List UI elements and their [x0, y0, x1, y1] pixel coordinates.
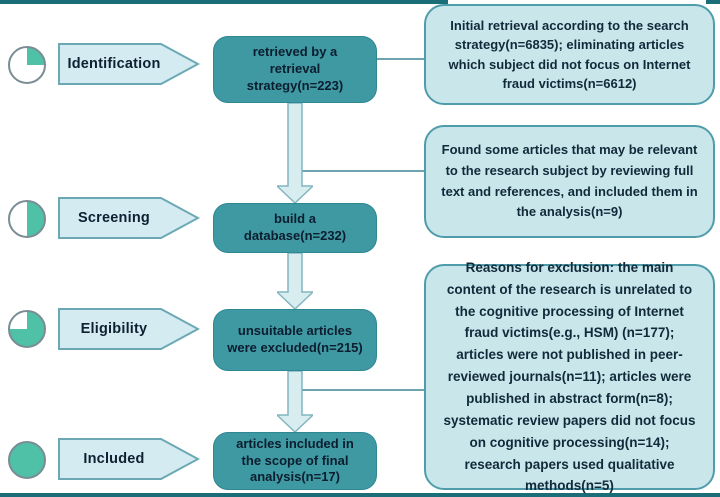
- note-box-screening: Found some articles that may be relevant to the research subject by reviewing full text and references, and included them in the analysis(n=9): [424, 125, 715, 238]
- note-box-identification: Initial retrieval according to the search strategy(n=6835); eliminating articles which subject did not focus on Internet fraud victims(n=6612): [424, 4, 715, 105]
- down-arrow-3: [277, 371, 313, 432]
- stage-label-included: [58, 438, 200, 480]
- note-box-eligibility: Reasons for exclusion: the main content of the research is unrelated to the cognitive processing of Internet fraud victims(e.g., HSM) (n=177); articles were not published in peer-reviewed journals(n=11); articles were published in abstract form(n=8); systematic review papers did not focus on cognitive processing(n=14); research papers used qualitative methods(n=5): [424, 264, 715, 490]
- stage-label-screening: [58, 197, 200, 239]
- top-border-right: [706, 0, 720, 4]
- connector-line-top: [377, 58, 424, 60]
- pie-full-icon: [8, 441, 46, 479]
- stage-label-text: Screening: [78, 210, 150, 226]
- top-border-left: [0, 0, 448, 4]
- stage-label-eligibility: [58, 308, 200, 350]
- process-box-excluded: unsuitable articles were excluded(n=215): [213, 309, 377, 371]
- stage-label-identification: [58, 43, 200, 85]
- pie-quarter-icon: [8, 46, 46, 84]
- process-box-final-included: articles included in the scope of final analysis(n=17): [213, 432, 377, 490]
- process-box-database: build a database(n=232): [213, 203, 377, 253]
- down-arrow-1: [277, 103, 313, 203]
- pie-three-quarter-icon: [8, 310, 46, 348]
- stage-label-text: Eligibility: [80, 321, 148, 337]
- down-arrow-2: [277, 253, 313, 309]
- pie-half-icon: [8, 200, 46, 238]
- process-box-retrieval: retrieved by a retrieval strategy(n=223): [213, 36, 377, 103]
- stage-label-text: Included: [83, 451, 145, 467]
- stage-label-text: Identification: [67, 56, 161, 72]
